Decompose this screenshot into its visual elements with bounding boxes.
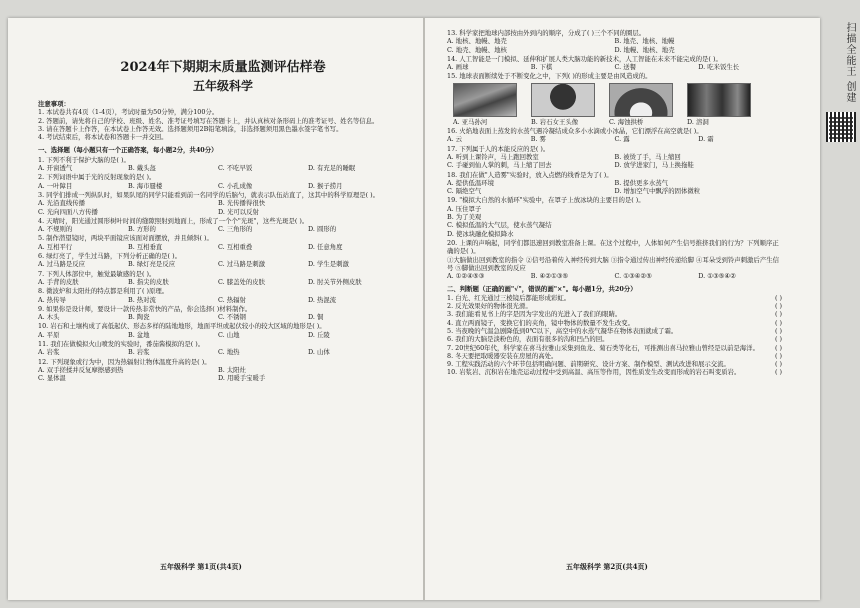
judge-text: 5. 当夜晚的气温急剧降低到0℃以下，高空中的水蒸气凝华在物体表面就成了霜。 <box>447 326 678 335</box>
option: D. 圆形的 <box>308 225 337 234</box>
judge-text: 3. 我们能看见书上的字是因为字发出的光进入了我们的眼睛。 <box>447 310 622 319</box>
option: A. 压住罩子 <box>447 204 482 213</box>
question-stem: 10. 岩石和土壤构成了高低起伏、形态多样的陆地地形，地面平坦或起伏较小的较大区域的地形是( )。 <box>38 322 326 331</box>
section-judge-title: 二、判断题（正确的画"√"，错误的画"×"。每小题1分，共20分） <box>447 285 637 294</box>
option: D. 热混流 <box>308 295 337 304</box>
note-item: 4. 考试结束后，将本试卷和答题卡一并交回。 <box>38 133 168 142</box>
option: D. ①③⑤④② <box>698 272 736 281</box>
sea-arch-photo <box>609 83 673 117</box>
option: D. 光可以反射 <box>218 207 259 216</box>
judge-item <box>447 344 782 352</box>
question-stem: 11. 我们在做模拟火山喷发的实验时，番茄酱模拟的是( )。 <box>38 340 205 349</box>
option: C. 不吃早饭 <box>218 164 253 173</box>
option: C. 地壳、地幔、地核 <box>447 45 507 54</box>
question-options <box>447 256 782 273</box>
question-stem: 12. 下列现象或行为中，因为热辐射让物体温度升高的是( )。 <box>38 357 211 366</box>
option: A. 地核、地幔、地壳 <box>447 37 507 46</box>
cave-photo <box>687 83 751 117</box>
answer-blank[interactable]: ( ) <box>774 310 782 319</box>
option: D. 任意角度 <box>308 242 343 251</box>
option: C. 互相重叠 <box>218 242 253 251</box>
note-item: 3. 请在答题卡上作答，在本试卷上作答无效。选择题须用2B铅笔填涂，非选择题须用黑色墨水签字笔书写。 <box>38 124 343 133</box>
judge-text: 8. 冬天要把取暖器安装在房屋的高处。 <box>447 351 558 360</box>
question-stem: 1. 下列不利于保护大脑的是( )。 <box>38 155 130 164</box>
pic-label: A. 亚马孙河 <box>453 117 488 126</box>
option: B. 地壳、地核、地幔 <box>614 37 675 46</box>
answer-blank[interactable]: ( ) <box>774 343 782 352</box>
option: C. 隔绝空气 <box>447 187 482 196</box>
option: C. 三角形的 <box>218 225 253 234</box>
option: B. 雾 <box>530 135 546 144</box>
option: C. 送餐 <box>614 63 637 72</box>
option: D. 吃米饭生长 <box>698 63 740 72</box>
judge-item <box>447 335 782 343</box>
option: A. 一叶障目 <box>38 181 73 190</box>
judge-text: 4. 直立两面镜子，变换它们的夹角，镜中物体的数量不发生改变。 <box>447 318 635 327</box>
option: D. 有充足的睡眠 <box>308 164 356 173</box>
judge-item <box>447 327 782 335</box>
question-stem: 4. 天晴时，阳光通过圆形树叶时间的缝隙照射到地面上，形成了一个个"光斑"，这些光斑是( )。 <box>38 216 309 225</box>
judge-text: 1. 白光、红光通过三棱镜后都能形成彩虹。 <box>447 293 571 302</box>
question-options <box>38 366 398 383</box>
question-stem: 5. 制作潜望镜时，两块平面镜应该面对面摆放，并且倾斜( )。 <box>38 234 213 243</box>
option: C. 地热 <box>218 348 240 357</box>
option: C. 光向四面八方传播 <box>38 207 98 216</box>
option: A. 热传导 <box>38 295 66 304</box>
question-options <box>447 205 782 238</box>
right-questions <box>447 29 782 81</box>
question-options <box>38 278 398 286</box>
question-options <box>447 135 782 143</box>
pic-label: D. 溶洞 <box>687 117 709 126</box>
option: C. 模拟低温的大气层，使水蒸气凝结 <box>447 221 552 230</box>
option: A. 过马路是反应 <box>38 260 86 269</box>
option: B. 指尖的皮肤 <box>128 277 169 286</box>
option: B. 为了美观 <box>447 213 482 222</box>
question-options <box>38 182 398 190</box>
option: A. 开窗透气 <box>38 164 73 173</box>
section-choice-title: 一、选择题（每小题只有一个正确答案，每小题2分，共40分） <box>38 146 218 155</box>
question-stem: 13. 科学家把地球内部按由外到内的顺序，分成了( )三个不同的圈层。 <box>447 29 646 37</box>
option: C. 露 <box>614 135 630 144</box>
option: D. 使冰块融化模拟降水 <box>447 229 514 238</box>
scanner-watermark: 扫描全能王 创建 <box>844 22 855 104</box>
judge-questions <box>447 294 782 377</box>
question-stem: 16. 火焰地表面上蒸发的水蒸气遇冷凝结成众多小水滴或小冰晶，它们漂浮在高空就是( )。 <box>447 127 703 136</box>
answer-blank[interactable]: ( ) <box>774 360 782 369</box>
q15-picture-labels <box>453 118 782 126</box>
option: B. 光传播得很快 <box>218 199 266 208</box>
option: D. 丘陵 <box>308 330 330 339</box>
option: A. 云 <box>447 135 463 144</box>
question-options <box>38 225 398 233</box>
question-stem: 9. 如果你是设计师，要设计一款传热非常快的产品，你会选择( )材料制作。 <box>38 304 252 313</box>
option: D. 霜 <box>698 135 714 144</box>
left-page <box>38 60 398 383</box>
option: A. 平原 <box>38 330 60 339</box>
question-stem: 2. 下列词语中属于光的反射现象的是( )。 <box>38 173 156 182</box>
answer-blank[interactable]: ( ) <box>774 293 782 302</box>
option: B. 方形的 <box>128 225 156 234</box>
option: A. ①②④⑤③ <box>447 272 485 281</box>
qr-code-icon <box>826 112 856 142</box>
option: B. 提供更多水蒸气 <box>614 178 668 187</box>
question-options <box>447 37 782 54</box>
question-options <box>447 153 782 170</box>
question-stem: 19. "模拟大自然的水循环"实验中，在罩子上放冰块的主要目的是( )。 <box>447 196 645 205</box>
question-options <box>447 179 782 196</box>
option: A. 听到上课铃声，马上跑回教室 <box>447 152 539 161</box>
option: A. 岩浆 <box>38 348 60 357</box>
judge-item <box>447 352 782 360</box>
option: D. 用暖手宝暖手 <box>218 374 266 383</box>
question-options <box>447 272 782 280</box>
option: ①大脑做出回到教室的指令 ②信号沿着传入神经传到大脑 ③指令通过传出神经传递给脚 ④耳朵受到铃声刺激后产生信号 ⑤脚做出回到教室的反应 <box>447 255 780 272</box>
option: D. 山体 <box>308 348 330 357</box>
judge-text: 9. 工程实践活动的六个环节包括明确问题、前期研究、设计方案、制作模型、测试改进和展示交流。 <box>447 360 730 369</box>
option: C. 膝盖处的皮肤 <box>218 277 266 286</box>
page-fold <box>423 18 425 600</box>
judge-item <box>447 310 782 318</box>
exam-title: 2024年下期期末质量监测评估样卷 <box>120 60 326 75</box>
option: A. 提供低温环境 <box>447 178 495 187</box>
option: B. 下棋 <box>530 63 553 72</box>
question-stem: 17. 下列属于人的本能反应的是( )。 <box>447 144 550 153</box>
option: A. 手背的皮肤 <box>38 277 79 286</box>
option: C. ①③④②⑤ <box>614 272 652 281</box>
right-page <box>447 28 782 377</box>
option: A. 光沿直线传播 <box>38 199 86 208</box>
option: C. 不锈钢 <box>218 313 246 322</box>
question-options <box>38 164 398 172</box>
question-options <box>38 243 398 251</box>
question-options <box>38 331 398 339</box>
question-options <box>38 199 398 216</box>
option: D. 学生是刺激 <box>308 260 349 269</box>
option: C. 热辐射 <box>218 295 246 304</box>
question-options <box>38 313 398 321</box>
option: B. 互相垂直 <box>128 242 163 251</box>
notes <box>38 100 398 141</box>
judge-item <box>447 319 782 327</box>
answer-blank[interactable]: ( ) <box>774 318 782 327</box>
option: A. 双手搓揉并反复摩擦感到热 <box>38 365 124 374</box>
judge-item <box>447 368 782 376</box>
option: D. 肘关节外侧皮肤 <box>308 277 362 286</box>
note-item: 2. 答题前，请先将自己的学校、班级、姓名、准考证号填写在答题卡上，并认真核对条形码上的准考证号、姓名等信息。 <box>38 116 379 125</box>
question-options <box>38 260 398 268</box>
answer-blank[interactable]: ( ) <box>774 368 782 377</box>
river-photo <box>453 83 517 117</box>
option: B. 盆地 <box>128 330 150 339</box>
pic-label: B. 岩石女王头像 <box>531 117 579 126</box>
option: B. 海市蜃楼 <box>128 181 163 190</box>
answer-blank[interactable]: ( ) <box>774 335 782 344</box>
question-options <box>38 296 398 304</box>
question-stem: 18. 我们在做"人造雾"实验时，放入点燃的线香是为了( )。 <box>447 170 613 179</box>
answer-blank[interactable]: ( ) <box>774 326 782 335</box>
exam-subtitle: 五年级科学 <box>192 79 253 93</box>
question-options <box>38 348 398 356</box>
option: B. 热对流 <box>128 295 156 304</box>
notes-heading: 注意事项： <box>38 100 70 108</box>
option: B. 戴头盔 <box>128 164 156 173</box>
question-stem: 6. 绿灯亮了，学生过马路，下列分析正确的是( )。 <box>38 252 181 261</box>
option: A. 不规则的 <box>38 225 73 234</box>
judge-text: 10. 岩浆岩、沉积岩在地壳运动过程中受到高温、高压等作用，因性质发生改变而形成的岩石叫变质岩。 <box>447 368 741 377</box>
footer-page-1: 五年级科学 第1页(共4页) <box>160 562 242 571</box>
question-stem: 20. 上课的声响起，同学们都迅速回到教室准备上课。在这个过程中，人体如何产生信号推挤我们的行为？下列顺序正确的是( )。 <box>447 238 779 256</box>
option: B. ④②①③⑤ <box>530 272 569 281</box>
option: B. 岩浆 <box>128 348 150 357</box>
option: D. 放学进家门，马上换拖鞋 <box>614 161 694 170</box>
note-item: 1. 本试卷共有4页（1-4页），考试时量为50分钟，满分100分。 <box>38 108 219 117</box>
answer-blank[interactable]: ( ) <box>774 302 782 311</box>
footer-page-2: 五年级科学 第2页(共4页) <box>566 562 648 571</box>
option: B. 太阳灶 <box>218 365 246 374</box>
pic-label: C. 海蚀拱桥 <box>609 117 644 126</box>
option: C. 手碰到仙人掌的刺，马上缩了回去 <box>447 161 552 170</box>
option: B. 陶瓷 <box>128 313 150 322</box>
option: D. 地幔、地核、地壳 <box>614 45 675 54</box>
option: C. 小孔成像 <box>218 181 253 190</box>
question-stem: 14. 人工智能是一门模拟、延伸和扩展人类大脑功能的新技术，人工智能在未来不能完成的是( )。 <box>447 54 722 63</box>
question-stem: 15. 地球表面断续处于不断变化之中，下列( )的形成主要是由风造成的。 <box>447 72 652 81</box>
question-stem: 8. 微波炉和太阳灶的特点都是利用了( )原理。 <box>38 287 169 296</box>
rock-head-photo <box>531 83 595 117</box>
answer-blank[interactable]: ( ) <box>774 351 782 360</box>
option: B. 被烫了手，马上缩回 <box>614 152 681 161</box>
judge-text: 7. 20世纪60年代，科学家在喜马拉雅山采集到鱼龙、菊石类等化石，可推测出喜马拉雅山曾经是以前是海洋。 <box>447 343 759 352</box>
right-questions-2 <box>447 127 782 280</box>
option: B. 绿灯亮是反应 <box>128 260 176 269</box>
judge-text: 2. 反光效果好的物体很光滑。 <box>447 302 532 311</box>
option: D. 增加空气中飘浮的固体微粒 <box>614 187 701 196</box>
question-stem: 3. 同学们排成一列纵队时，如果队尾的同学只能看到前一名同学的后脑勺，就表示队伍站直了，这其中的科学原理是( )。 <box>38 190 380 199</box>
option: C. 山地 <box>218 330 240 339</box>
q15-pictures <box>453 83 782 117</box>
question-stem: 7. 下列人体部位中，触觉最敏感的是( )。 <box>38 269 156 278</box>
option: A. 画球 <box>447 63 469 72</box>
question-options <box>447 63 782 71</box>
option: C. 过马路是刺激 <box>218 260 266 269</box>
option: D. 猴子捞月 <box>308 181 343 190</box>
option: C. 显体温 <box>38 374 66 383</box>
option: A. 木头 <box>38 313 60 322</box>
judge-item <box>447 294 782 302</box>
option: A. 互相平行 <box>38 242 73 251</box>
option: D. 铜 <box>308 313 324 322</box>
left-questions <box>38 156 398 383</box>
judge-text: 6. 我们的大脑是淡粉色的，表面有很多的沟和凹凸的回。 <box>447 335 609 344</box>
